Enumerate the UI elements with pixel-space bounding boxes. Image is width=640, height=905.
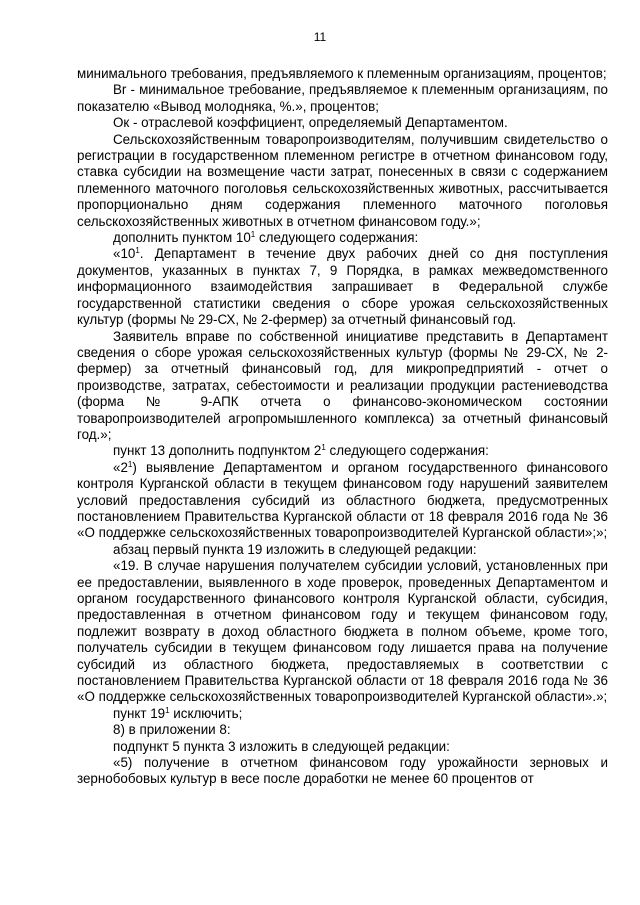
paragraph-text: «10 (113, 246, 136, 262)
document-body (77, 66, 608, 788)
paragraph: Br - минимальное требование, предъявляемое к племенным организациям, по показателю «Вывод молодняка, %.», процентов; (77, 82, 608, 114)
paragraph: Ок - отраслевой коэффициент, определяемый Департаментом. (113, 115, 508, 131)
superscript: 1 (250, 230, 256, 240)
paragraph (77, 246, 608, 328)
paragraph (77, 706, 608, 722)
superscript: 1 (135, 246, 140, 256)
paragraph-text: следующего содержания: (255, 230, 419, 246)
superscript: 1 (165, 705, 170, 715)
paragraph: Заявитель вправе по собственной инициативе представить в Департамент сведения о сборе урожая сельскохозяйственных культур (формы № 29-СХ, № 2-фермер) за отчетный финансовый год, для микропредприятий - отчет о производстве, затратах, себестоимости и реализации продукции растениеводства (форма № 9-АПК отчета о финансово-экономическом состоянии товаропроизводителей агропромышленного комплекса) за отчетный финансовый год.»; (77, 328, 608, 442)
paragraph (77, 443, 608, 459)
paragraph (77, 460, 608, 542)
paragraph: минимального требования, предъявляемого к племенным организациям, процентов; (77, 66, 607, 81)
superscript: 1 (321, 443, 326, 453)
paragraph: «5) получение в отчетном финансовом году урожайности зерновых и зернобобовых культур в весе после доработки не менее 60 процентов от (77, 755, 608, 787)
paragraph-text: дополнить пунктом 10 (113, 230, 251, 246)
paragraph-text: «2 (113, 459, 128, 475)
paragraph-text: . Департамент в течение двух рабочих дней со дня поступления документов, указанных в пунктах 7, 9 Порядка, в рамках межведомственного информационного взаимодействия запрашивает в Федеральной службе государственной статистики сведения о сборе урожая сельскохозяйственных культур (формы № 29-СХ, № 2-фермер) за отчетный финансовый год. (77, 246, 608, 328)
paragraph-text: ) выявление Департаментом и органом государственного финансового контроля Курганской области в текущем финансовом году нарушений заявителем условий предоставления субсидий из областного бюджета, предусмотренных постановлением Правительства Курганской области от 18 февраля 2016 года № 36 «О поддержке сельскохозяйственных товаропроизводителей Курганской области»;»; (77, 459, 608, 541)
paragraph: «19. В случае нарушения получателем субсидии условий, установленных при ее предоставлении, выявленного в ходе проверок, проведенных Департаментом и органом государственного финансового контроля Курганской области, субсидия, предоставленная в отчетном финансовом году и текущем финансовом году, подлежит возврату в доход областного бюджета в полном объеме, кроме того, получатель субсидии в текущем финансовом году лишается права на получение субсидий из областного бюджета, предоставляемых в соответствии с постановлением Правительства Курганской области от 18 февраля 2016 года № 36 «О поддержке сельскохозяйственных товаропроизводителей Курганской области».»; (77, 558, 608, 705)
superscript: 1 (127, 459, 133, 469)
paragraph (77, 230, 608, 246)
paragraph-text: пункт 19 (113, 705, 166, 721)
page-number: 11 (313, 30, 327, 44)
paragraph: Сельскохозяйственным товаропроизводителям, получившим свидетельство о регистрации в государственном племенном регистре в отчетном финансовом году, ставка субсидии на возмещение части затрат, понесенных в связи с содержанием племенного маточного поголовья сельскохозяйственных животных, рассчитывается пропорционально дням содержания племенного маточного поголовья сельскохозяйственных животных в отчетном финансовом году.»; (77, 131, 608, 229)
paragraph-text: пункт 13 дополнить подпунктом 2 (113, 443, 322, 459)
paragraph: подпункт 5 пункта 3 изложить в следующей редакции: (113, 738, 450, 754)
paragraph-text: следующего содержания: (325, 443, 489, 459)
paragraph-text: исключить; (169, 705, 243, 721)
paragraph: абзац первый пункта 19 изложить в следующей редакции: (113, 541, 477, 557)
paragraph: 8) в приложении 8: (113, 722, 231, 738)
